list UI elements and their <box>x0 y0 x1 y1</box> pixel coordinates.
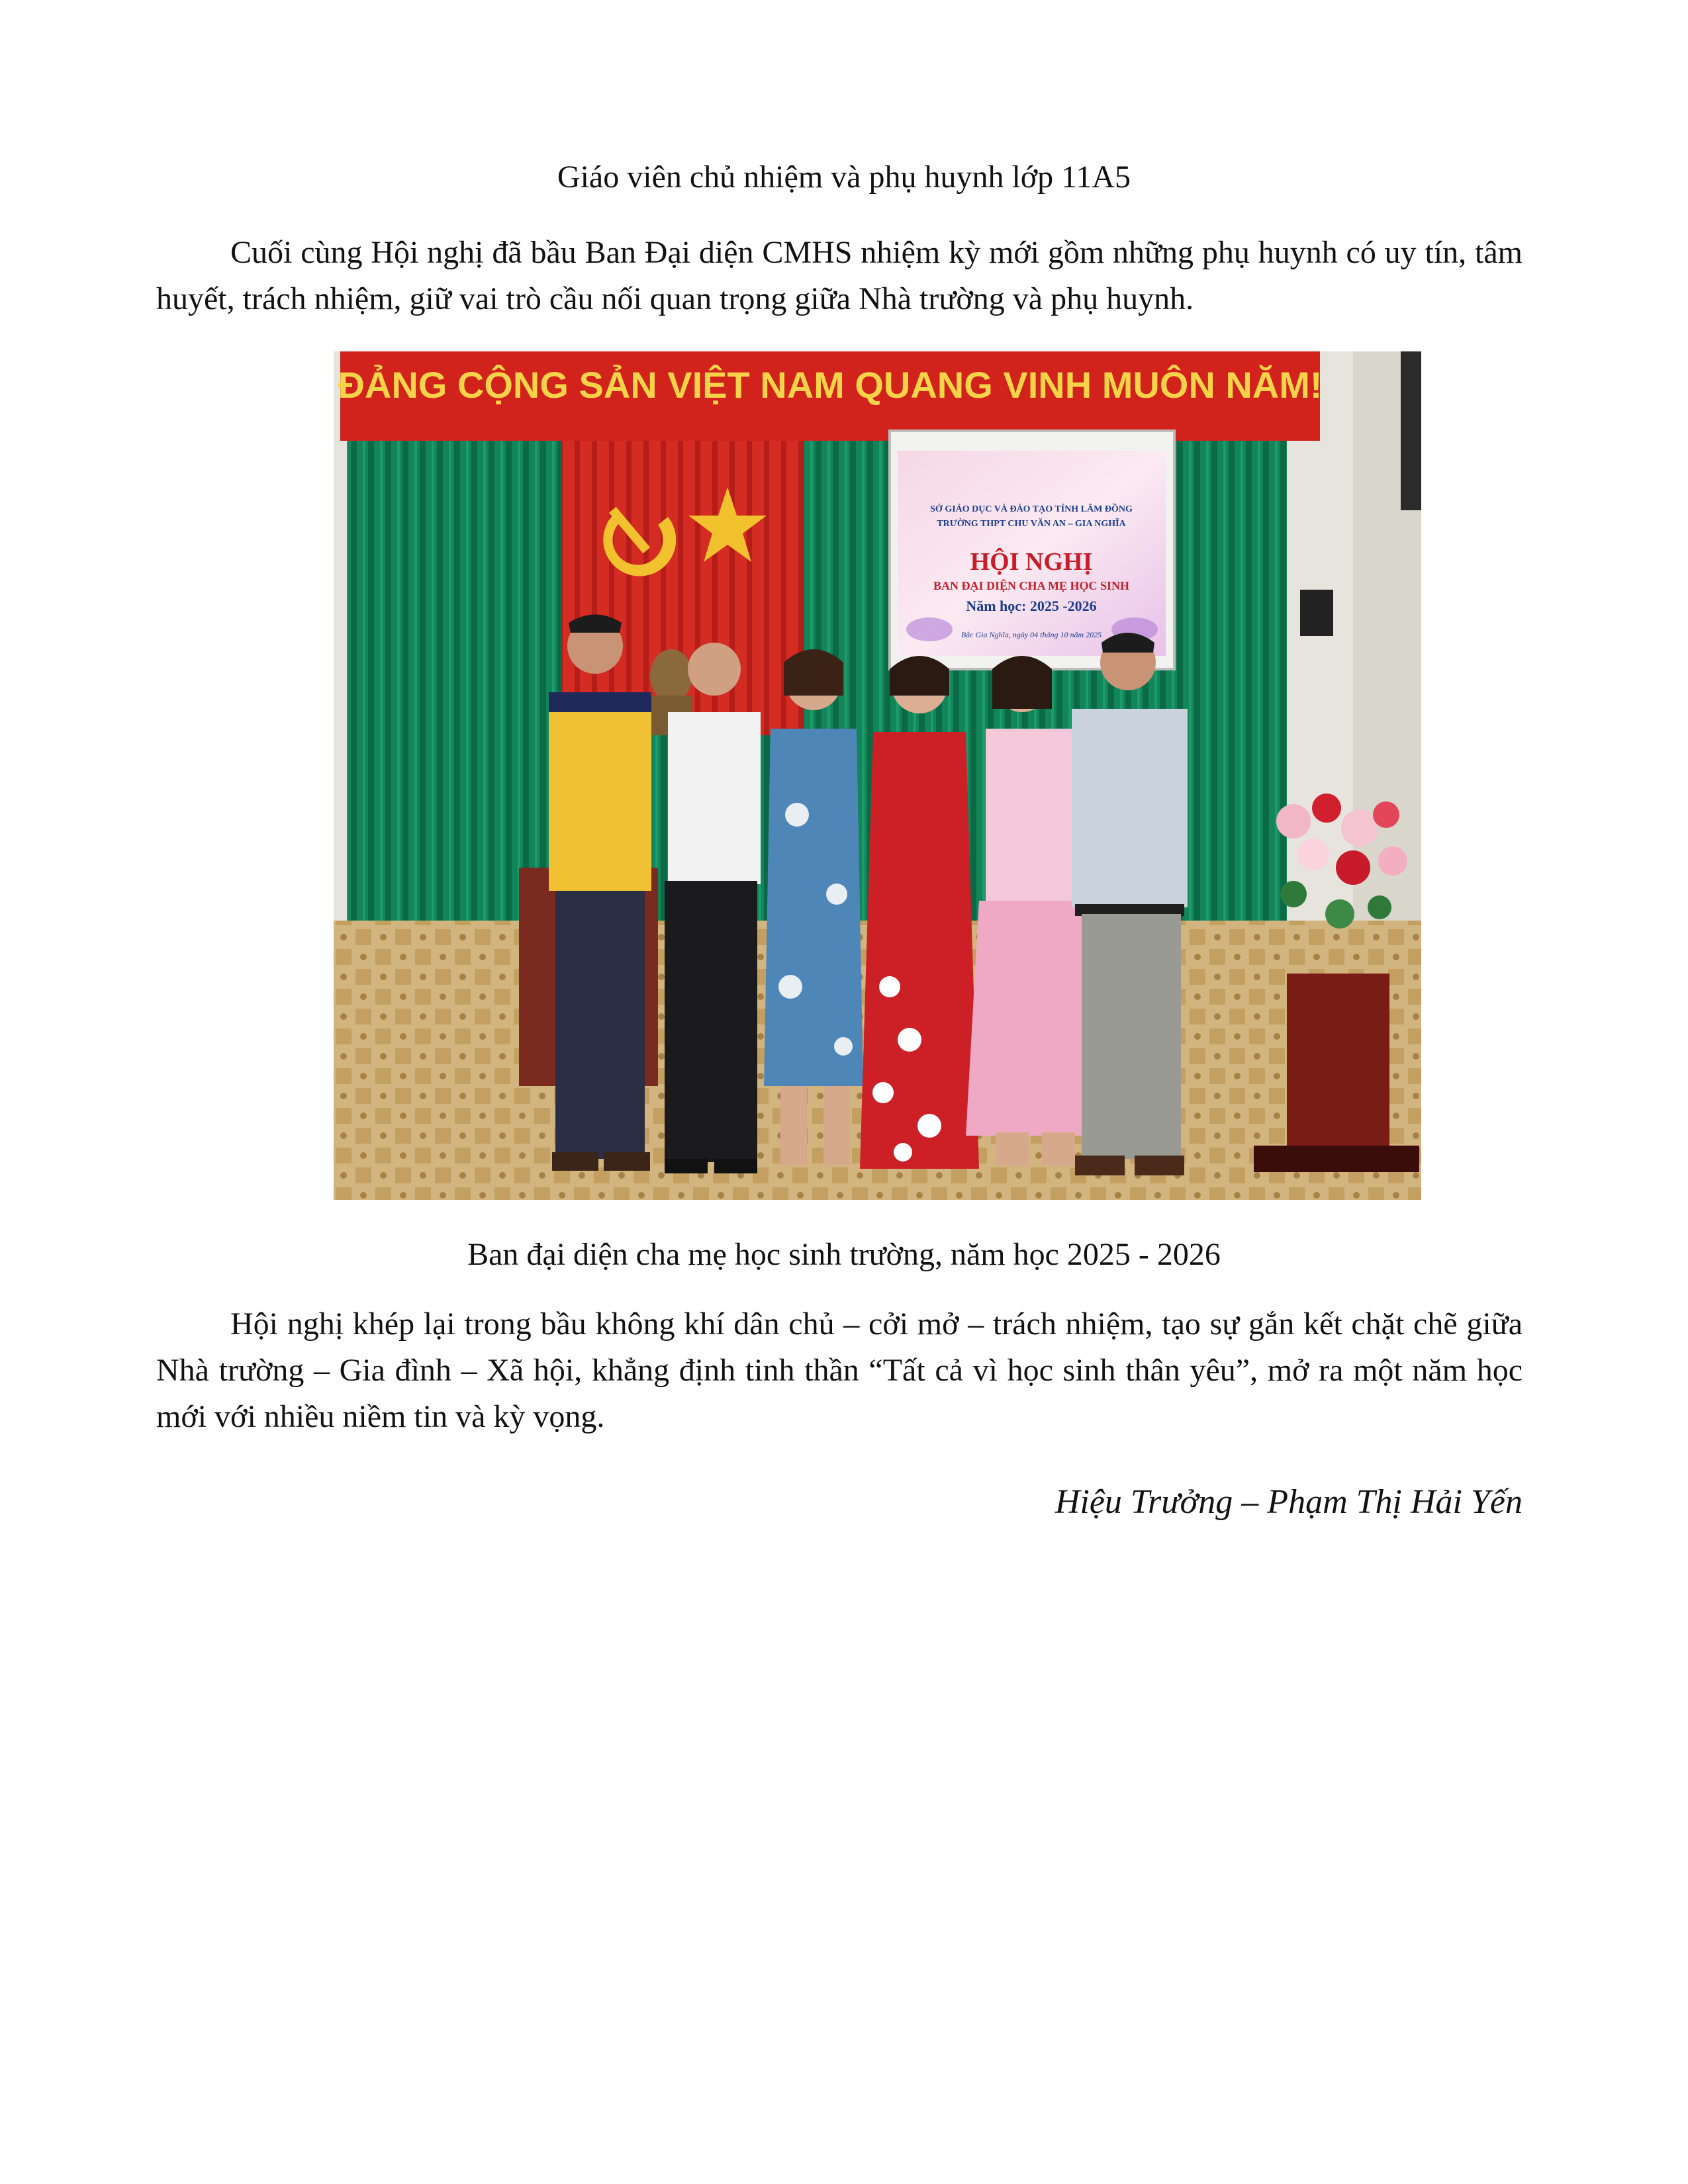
paragraph-2: Hội nghị khép lại trong bầu không khí dân chủ – cởi mở – trách nhiệm, tạo sự gắn kết chặt chẽ giữa Nhà trường – Gia đình – Xã hội, khẳng định tinh thần “Tất cả vì học sinh thân yêu”, mở ra một năm học mới với nhiều niềm tin và kỳ vọng. <box>156 1306 1523 1434</box>
svg-text:Bắc Gia Nghĩa, ngày 04 tháng 1: Bắc Gia Nghĩa, ngày 04 tháng 10 năm 2025 <box>961 630 1102 639</box>
paragraph-1: Cuối cùng Hội nghị đã bầu Ban Đại diện CMHS nhiệm kỳ mới gồm những phụ huynh có uy tín, tâm huyết, trách nhiệm, giữ vai trò cầu nối quan trọng giữa Nhà trường và phụ huynh. <box>156 235 1523 316</box>
person-4 <box>860 656 979 1169</box>
banner-text: ĐẢNG CỘNG SẢN VIỆT NAM QUANG VINH MUÔN NĂM! <box>338 364 1323 406</box>
svg-text:SỞ GIÁO DỤC VÀ ĐÀO TẠO TỈNH LÂ: SỞ GIÁO DỤC VÀ ĐÀO TẠO TỈNH LÂM ĐỒNG <box>930 504 1133 514</box>
svg-text:TRƯỜNG THPT CHU VĂN AN – GIA N: TRƯỜNG THPT CHU VĂN AN – GIA NGHĨA <box>937 519 1126 529</box>
group-photo <box>334 351 1421 1200</box>
caption-top: Giáo viên chủ nhiệm và phụ huynh lớp 11A5 <box>557 159 1131 195</box>
signature: Hiệu Trưởng – Phạm Thị Hải Yến <box>1055 1483 1523 1521</box>
caption-photo: Ban đại diện cha mẹ học sinh trường, năm học 2025 - 2026 <box>467 1237 1221 1272</box>
svg-text:Năm học: 2025 -2026: Năm học: 2025 -2026 <box>966 598 1097 614</box>
person-1 <box>549 615 651 1171</box>
svg-text:BAN ĐẠI DIỆN CHA MẸ HỌC SINH: BAN ĐẠI DIỆN CHA MẸ HỌC SINH <box>933 579 1130 592</box>
svg-text:HỘI NGHỊ: HỘI NGHỊ <box>970 548 1093 576</box>
person-2 <box>665 643 761 1173</box>
person-6 <box>1072 633 1188 1175</box>
